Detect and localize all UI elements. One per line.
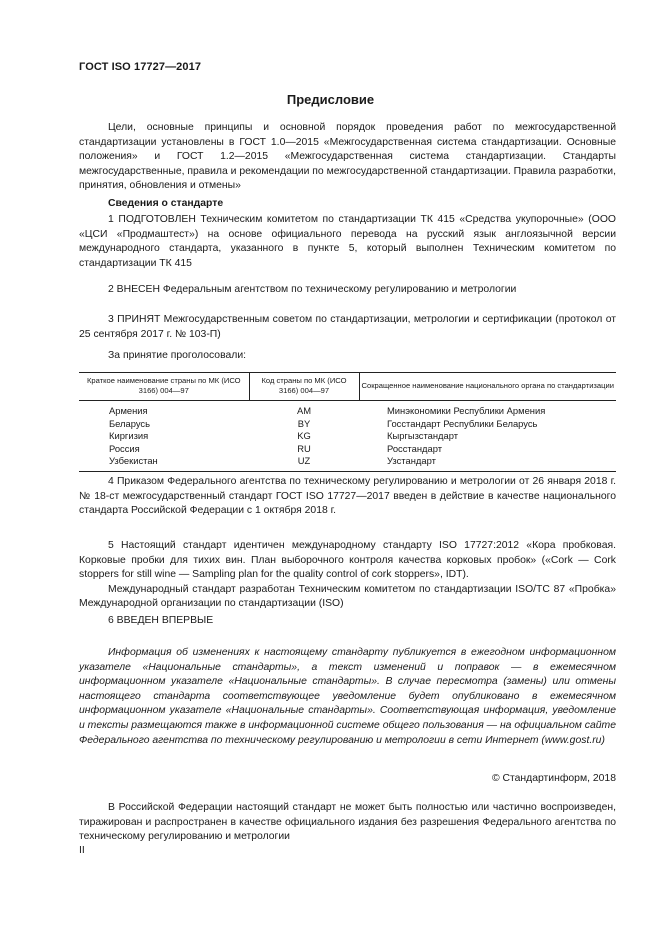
table-row <box>79 418 616 431</box>
cell-body: Узстандарт <box>359 455 616 471</box>
cell-body: Кыргызстандарт <box>387 430 459 442</box>
copyright: © Стандартинформ, 2018 <box>491 773 616 784</box>
item-5-block <box>79 539 616 612</box>
cell-body: Росстандарт <box>387 442 442 454</box>
table-row <box>79 443 616 456</box>
cell-body: Минэкономики Республики Армения <box>387 405 546 416</box>
legal-notice: В Российской Федерации настоящий стандарт не может быть полностью или частично воспроизведен, тиражирован и распространен в качестве официального издания без разрешения Федерального агентства по техническому регулированию и метрологии <box>79 802 616 843</box>
voting-table <box>79 372 616 472</box>
item-1: 1 ПОДГОТОВЛЕН Техническим комитетом по стандартизации ТК 415 «Средства укупорочные» (ООО «ЦСИ «Продмаштест») на основе официального перевода на русский язык англоязычной версии международного стандарта, указанного в пункте 5, который выполнен Техническим комитетом по стандартизации ТК 415 <box>79 214 616 269</box>
cell-code: RU <box>297 442 311 454</box>
item-1-block <box>79 213 616 271</box>
item-2-block <box>79 283 616 298</box>
item-6: 6 ВВЕДЕН ВПЕРВЫЕ <box>108 615 214 626</box>
vote-intro: За принятие проголосовали: <box>108 350 247 361</box>
page-title: Предисловие <box>286 92 375 107</box>
cell-country: Беларусь <box>109 417 151 429</box>
table-header-row <box>79 373 616 401</box>
item-6-block <box>79 614 616 629</box>
item-3: 3 ПРИНЯТ Межгосударственным советом по стандартизации, метрологии и сертификации (протокол от 25 сентября 2017 г. № 103-П) <box>79 314 616 340</box>
table-row <box>79 401 616 418</box>
cell-country: Киргизия <box>109 430 149 442</box>
cell-country: Армения <box>109 405 148 416</box>
item-5: 5 Настоящий стандарт идентичен международному стандарту ISO 17727:2012 «Кора пробковая. Корковые пробки для тихих вин. План выборочного контроля качества корковых пробок» («Cork — Cork stoppers for still wine — Sampling plan for the quality control of cork stoppers», IDT). <box>79 540 616 581</box>
page-number: II <box>79 845 85 856</box>
column-header-country: Краткое наименование страны по МК (ИСО 3166) 004—97 <box>79 373 249 401</box>
item-4: 4 Приказом Федерального агентства по техническому регулированию и метрологии от 26 января 2018 г. № 18-ст межгосударственный стандарт ГОСТ ISO 17727—2017 введен в действие в качестве национального стандарта Российской Федерации с 1 октября 2018 г. <box>79 476 616 517</box>
table-row <box>79 430 616 443</box>
info-note-block <box>79 646 616 748</box>
legal-block <box>79 801 616 845</box>
cell-code: AM <box>296 405 312 416</box>
item-3-block <box>79 313 616 342</box>
table-row <box>79 455 616 471</box>
cell-country: Узбекистан <box>79 455 249 471</box>
vote-intro-block <box>79 349 616 364</box>
item-2: 2 ВНЕСЕН Федеральным агентством по техническому регулированию и метрологии <box>108 284 517 295</box>
cell-country: Россия <box>109 442 140 454</box>
info-note: Информация об изменениях к настоящему стандарту публикуется в ежегодном информационном указателе «Национальные стандарты», а текст изменений и поправок — в ежемесячном информационном указателе «Национальные стандарты». В случае пересмотра (замены) или отмены настоящего стандарта соответствующее уведомление будет опубликовано в ежемесячном информационном указателе «Национальные стандарты». Соответствующая информация, уведомление и тексты размещаются также в информационной системе общего пользования — на официальном сайте Федерального агентства по техническому регулированию и метрологии в сети Интернет (www.gost.ru) <box>79 647 616 746</box>
item-4-block <box>79 475 616 519</box>
column-header-code: Код страны по МК (ИСО 3166) 004—97 <box>249 373 359 401</box>
intro-text: Цели, основные принципы и основной порядок проведения работ по межгосударственной стандартизации установлены в ГОСТ 1.0—2015 «Межгосударственная система стандартизации. Основные положения» и ГОСТ 1.2—2015 «Межгосударственная система стандартизации. Стандарты межгосударственные, правила и рекомендации по межгосударственной стандартизации. Правила разработки, принятия, обновления и отмены» <box>79 122 616 192</box>
item-5-note: Международный стандарт разработан Техническим комитетом по стандартизации ISO/TC 87 «Пробка» Международной организации по стандартизации (ISO) <box>79 583 616 610</box>
subheading: Сведения о стандарте <box>108 198 224 209</box>
cell-code: KG <box>297 430 311 442</box>
document-header: ГОСТ ISO 17727—2017 <box>79 61 202 73</box>
intro-paragraph <box>79 121 616 194</box>
column-header-body: Сокращенное наименование национального органа по стандартизации <box>359 373 616 401</box>
cell-code: UZ <box>249 455 359 471</box>
cell-body: Госстандарт Республики Беларусь <box>387 417 538 429</box>
cell-code: BY <box>297 417 311 429</box>
